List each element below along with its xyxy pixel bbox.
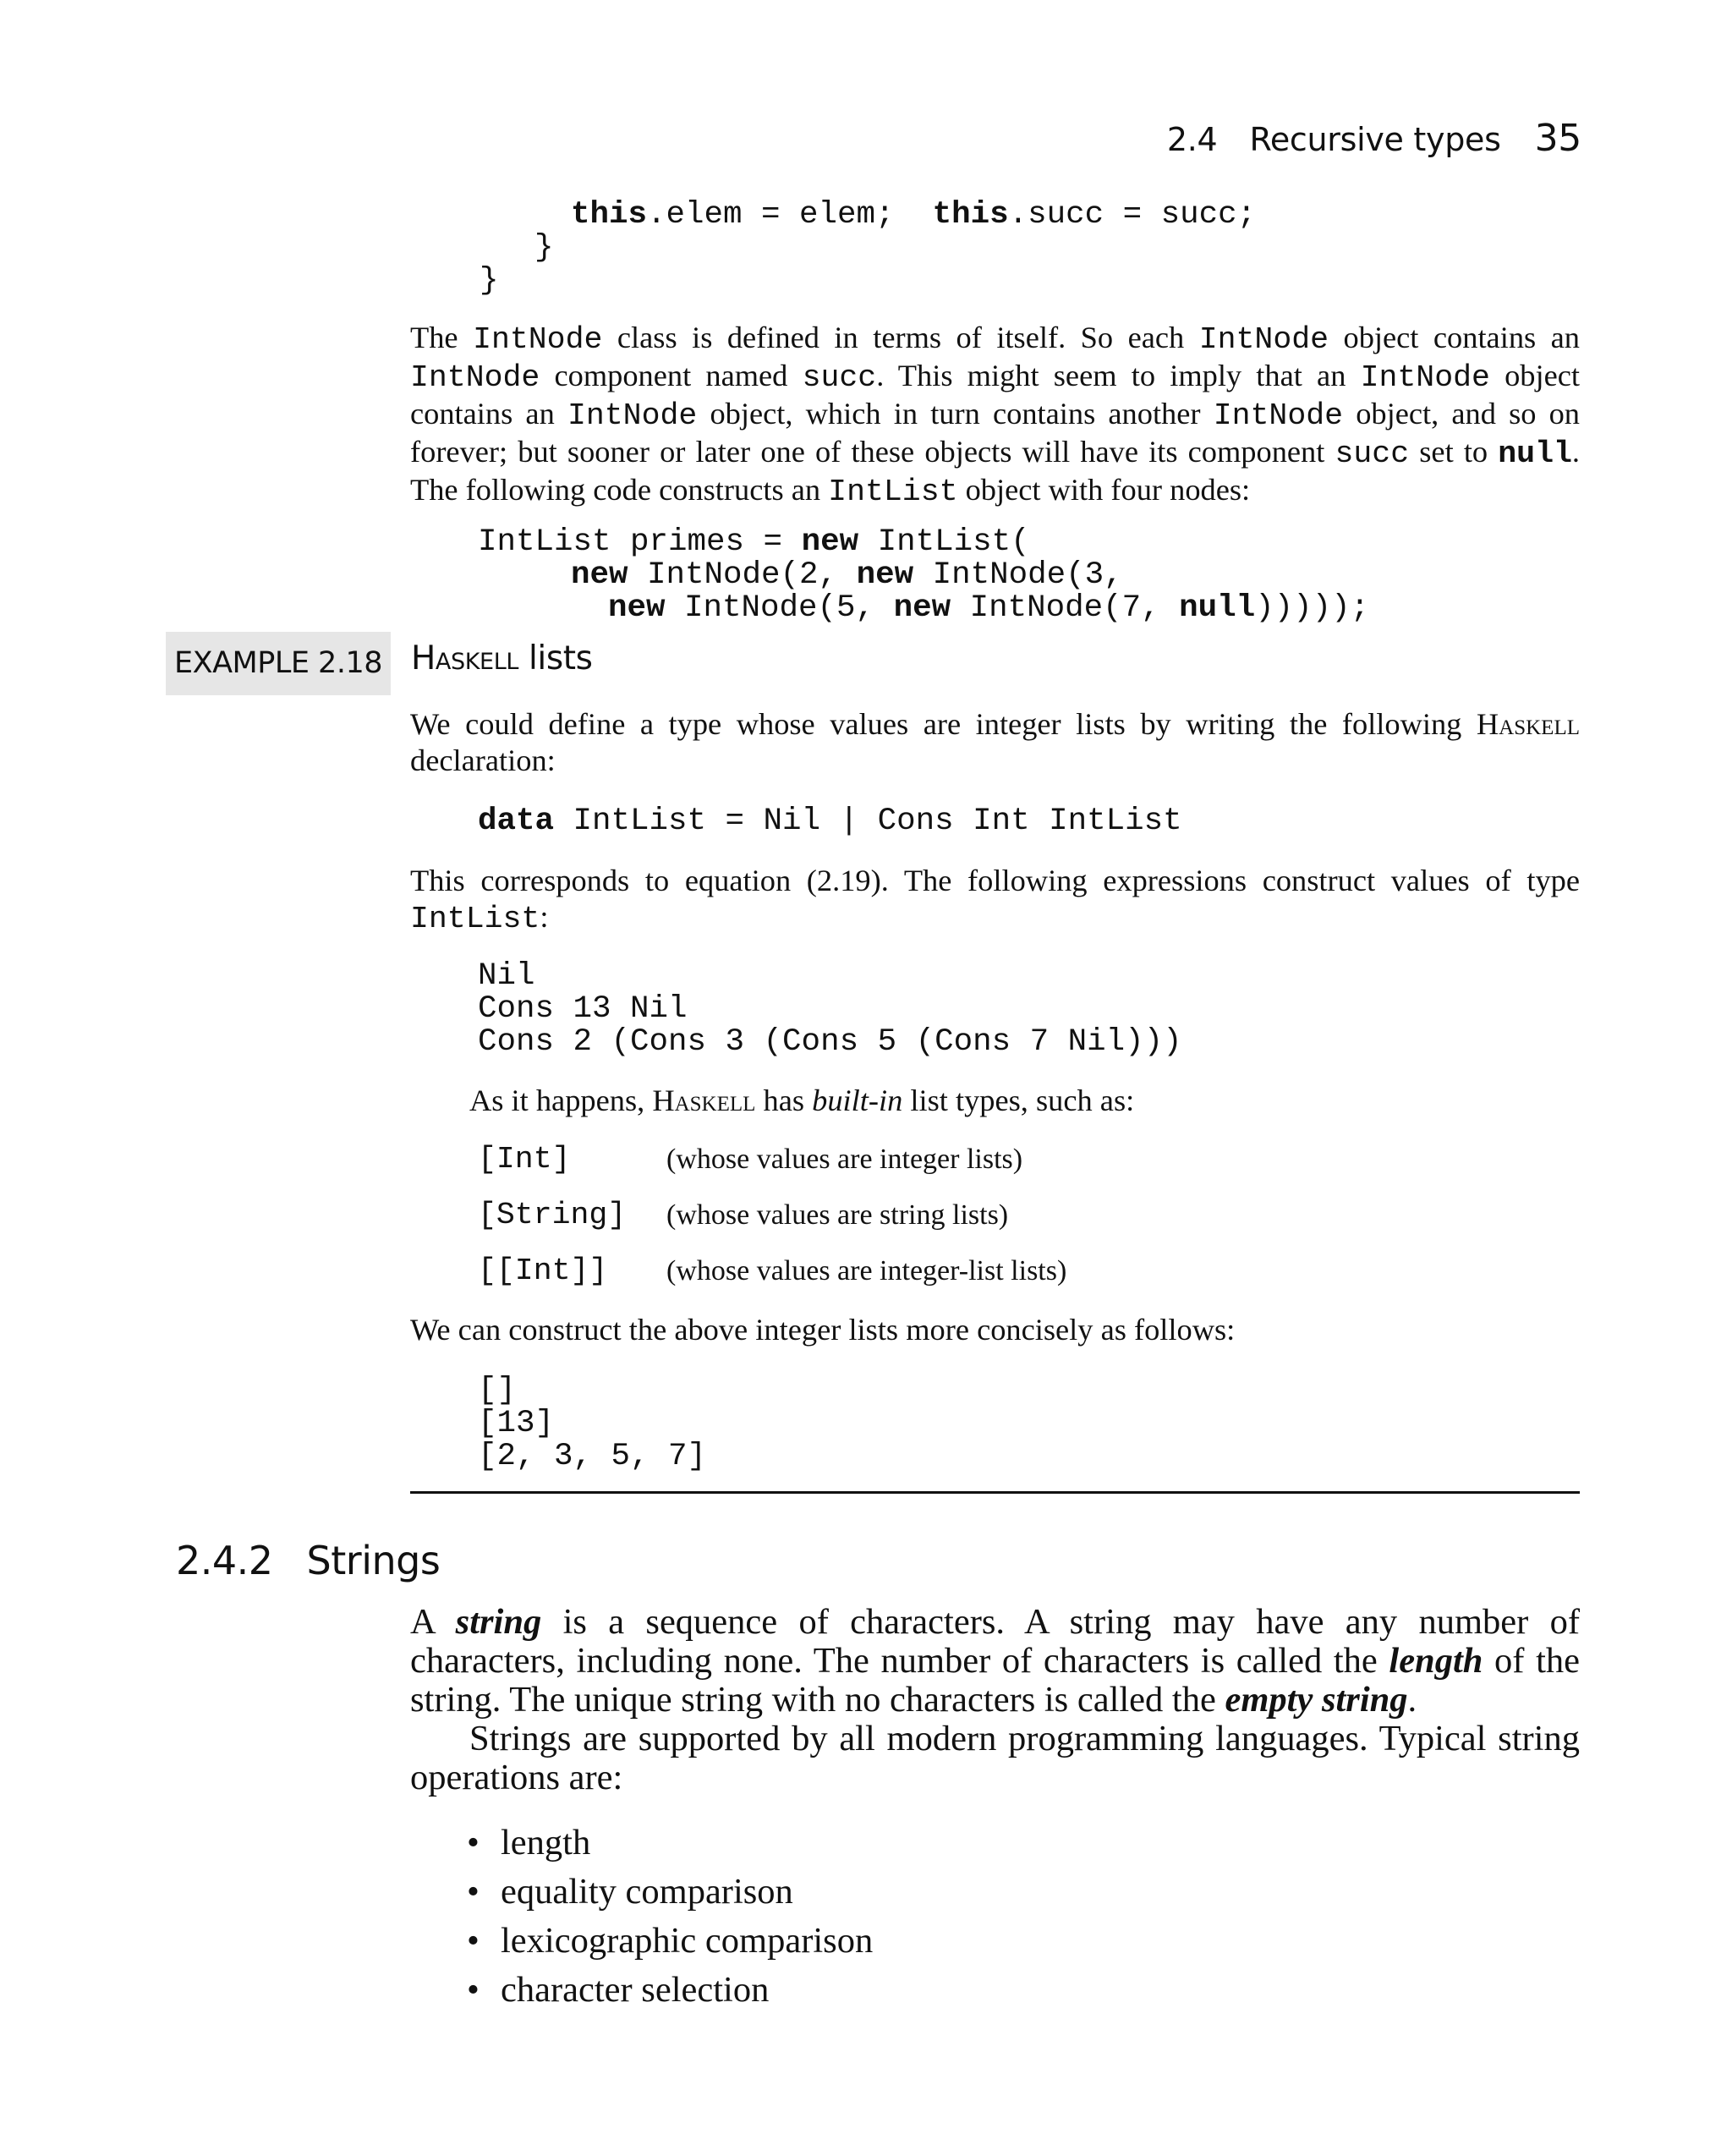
code-list-literal: [] bbox=[478, 1373, 517, 1408]
term: length bbox=[1389, 1641, 1483, 1681]
running-head-section-number: 2.4 bbox=[1166, 121, 1218, 158]
list-item bbox=[467, 1971, 769, 2010]
list-item bbox=[467, 1873, 793, 1912]
list-item bbox=[467, 1922, 873, 1961]
text: has bbox=[755, 1083, 813, 1117]
text: object with four nodes: bbox=[957, 473, 1251, 507]
list-type-code: [[Int]] bbox=[478, 1254, 608, 1288]
text: class is defined in terms of itself. So each bbox=[602, 321, 1199, 354]
text: : bbox=[540, 900, 549, 934]
page-number: 35 bbox=[1534, 117, 1581, 160]
inline-code: IntNode bbox=[473, 322, 603, 357]
term: string bbox=[455, 1602, 542, 1642]
code-text: ))))); bbox=[1255, 590, 1370, 626]
bullet: • bbox=[467, 1872, 480, 1912]
code-keyword: this bbox=[571, 197, 648, 233]
code-keyword: new bbox=[571, 557, 628, 593]
code-list-literal: [2, 3, 5, 7] bbox=[478, 1439, 707, 1474]
text: of the string. The unique string with no characters is called the bbox=[410, 1641, 1580, 1720]
code-text: IntList( bbox=[858, 524, 1030, 560]
list-type-row bbox=[478, 1254, 1239, 1291]
text: list types, such as: bbox=[902, 1083, 1135, 1117]
inline-code: IntList bbox=[410, 902, 540, 936]
code-keyword: null bbox=[1179, 590, 1256, 626]
code-primes-line-3 bbox=[608, 592, 1369, 625]
small-caps-text: Haskell bbox=[652, 1083, 756, 1117]
text: object contains an bbox=[1329, 321, 1580, 354]
text: The bbox=[410, 321, 474, 354]
list-type-row bbox=[478, 1198, 1239, 1235]
paragraph-haskell-declaration bbox=[410, 706, 1580, 779]
list-item-text: equality comparison bbox=[501, 1872, 793, 1912]
code-text: .elem = elem; bbox=[647, 197, 933, 233]
code-text: IntList = Nil | Cons Int IntList bbox=[554, 804, 1182, 839]
code-text: IntList primes = bbox=[478, 524, 802, 560]
list-type-row bbox=[478, 1142, 1239, 1179]
bullet: • bbox=[467, 1970, 480, 2010]
paragraph-intnode bbox=[410, 320, 1580, 510]
text: declaration: bbox=[410, 743, 556, 777]
list-item bbox=[467, 1824, 590, 1862]
list-type-description: (whose values are string lists) bbox=[666, 1199, 1009, 1231]
text: is a sequence of characters. A string may have any number of characters, including none. The number of characters is called the bbox=[410, 1602, 1580, 1681]
section-title: Strings bbox=[306, 1538, 441, 1583]
code-text: IntNode(5, bbox=[665, 590, 894, 626]
code-text: IntNode(2, bbox=[628, 557, 857, 593]
code-list-literal: [13] bbox=[478, 1406, 555, 1441]
code-line-this bbox=[571, 199, 1256, 232]
example-label: EXAMPLE 2.18 bbox=[166, 632, 391, 695]
list-type-description: (whose values are integer-list lists) bbox=[666, 1255, 1067, 1286]
inline-code: IntList bbox=[828, 475, 958, 509]
paragraph-builtin-lists bbox=[469, 1083, 1569, 1119]
text: This corresponds to equation (2.19). The following expressions construct values of type bbox=[410, 864, 1580, 897]
text: As it happens, bbox=[469, 1083, 653, 1117]
paragraph-equation bbox=[410, 863, 1580, 937]
inline-code: IntNode bbox=[567, 398, 698, 433]
code-keyword: new bbox=[893, 590, 951, 626]
running-head bbox=[1167, 117, 1581, 160]
list-type-description: (whose values are integer lists) bbox=[666, 1144, 1023, 1175]
text: object, which in turn contains another bbox=[697, 397, 1214, 431]
text: A bbox=[410, 1602, 456, 1642]
list-type-code: [String] bbox=[478, 1198, 627, 1232]
paragraph-string-definition bbox=[410, 1603, 1580, 1720]
example-end-rule bbox=[410, 1491, 1580, 1494]
code-data-declaration bbox=[478, 805, 1182, 838]
text: set to bbox=[1409, 435, 1499, 469]
running-head-section-title: Recursive types bbox=[1249, 121, 1501, 158]
code-text: .succ = succ; bbox=[1008, 197, 1257, 233]
code-line-brace: } bbox=[480, 263, 499, 299]
code-expression: Cons 2 (Cons 3 (Cons 5 (Cons 7 Nil))) bbox=[478, 1024, 1182, 1060]
inline-code: succ bbox=[802, 360, 877, 395]
text: lists bbox=[518, 639, 593, 678]
code-text: IntNode(3, bbox=[913, 557, 1123, 593]
code-expression: Nil bbox=[478, 958, 535, 994]
inline-code: IntNode bbox=[1198, 322, 1329, 357]
inline-code: null bbox=[1498, 436, 1572, 471]
inline-code: IntNode bbox=[410, 360, 540, 395]
inline-code: succ bbox=[1335, 436, 1410, 471]
text: . This might seem to imply that an bbox=[876, 359, 1361, 392]
section-number: 2.4.2 bbox=[176, 1538, 273, 1583]
inline-code: IntNode bbox=[1360, 360, 1490, 395]
inline-code: IntNode bbox=[1213, 398, 1344, 433]
example-title bbox=[411, 639, 593, 678]
bullet: • bbox=[467, 1921, 480, 1961]
bullet: • bbox=[467, 1823, 480, 1862]
text: object contains an bbox=[410, 359, 1580, 431]
code-keyword: data bbox=[478, 804, 555, 839]
text: component named bbox=[540, 359, 803, 392]
small-caps-text: Haskell bbox=[1476, 707, 1580, 741]
term: empty string bbox=[1225, 1680, 1408, 1720]
text: . bbox=[1407, 1680, 1417, 1720]
list-item-text: length bbox=[501, 1823, 591, 1862]
text: object, and so on forever; but sooner or later one of these objects will have its component bbox=[410, 397, 1580, 469]
list-type-code: [Int] bbox=[478, 1142, 571, 1177]
small-caps-text: Haskell bbox=[411, 639, 518, 678]
list-item-text: character selection bbox=[501, 1970, 770, 2010]
text: . The following code constructs an bbox=[410, 435, 1580, 507]
code-text: IntNode(7, bbox=[951, 590, 1180, 626]
section-heading bbox=[176, 1538, 440, 1583]
italic-text: built-in bbox=[812, 1083, 903, 1117]
code-line-brace: } bbox=[534, 230, 554, 266]
text: We could define a type whose values are integer lists by writing the following bbox=[410, 707, 1477, 741]
paragraph-concise: We can construct the above integer lists more concisely as follows: bbox=[410, 1313, 1236, 1347]
code-keyword: new bbox=[856, 557, 914, 593]
text: Strings are supported by all modern programming languages. Typical string operations are: bbox=[410, 1719, 1580, 1797]
code-primes-line-1 bbox=[478, 526, 1030, 559]
code-keyword: this bbox=[932, 197, 1009, 233]
code-keyword: new bbox=[801, 524, 859, 560]
list-item-text: lexicographic comparison bbox=[501, 1921, 874, 1961]
paragraph-string-operations bbox=[410, 1720, 1580, 1797]
code-keyword: new bbox=[608, 590, 666, 626]
code-expression: Cons 13 Nil bbox=[478, 991, 688, 1027]
code-primes-line-2 bbox=[571, 559, 1123, 592]
